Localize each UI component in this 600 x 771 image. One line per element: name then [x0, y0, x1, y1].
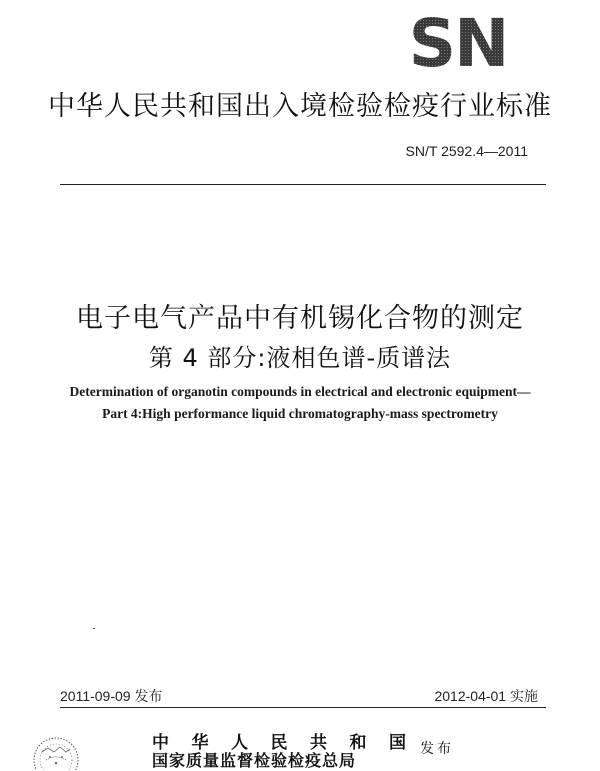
title-chinese-line2: 第 4 部分:液相色谱-质谱法 — [148, 344, 452, 372]
top-divider — [60, 184, 546, 185]
issue-date: 2011-09-09 发布 — [60, 688, 163, 704]
title-english-line1: Determination of organotin compounds in electrical and electronic equipment— — [69, 384, 531, 399]
issue-label: 发布 — [420, 741, 454, 757]
issuer-country-char: 国 — [389, 733, 406, 753]
standard-type-heading: 中华人民共和国出入境检验检疫行业标准 — [48, 91, 552, 122]
title-english-line2: Part 4:High performance liquid chromatography-mass spectrometry — [102, 406, 498, 421]
issuer-country-char: 共 — [310, 733, 327, 753]
issuer-country-char: 人 — [231, 733, 248, 753]
bottom-divider — [60, 707, 546, 708]
issuer-country-char: 中 — [152, 733, 169, 753]
sn-logo-text: SN — [408, 10, 508, 72]
issuer-country-char: 华 — [191, 733, 209, 753]
scan-speck — [93, 628, 95, 629]
issuer-country-char: 民 — [270, 733, 288, 753]
implementation-date: 2012-04-01 实施 — [434, 688, 538, 704]
issuer-country-char: 和 — [349, 733, 367, 753]
issuer-organization: 国家质量监督检验检疫总局 — [152, 751, 357, 770]
sn-logo-icon — [398, 10, 518, 72]
official-seal-icon — [28, 730, 84, 770]
standard-number: SN/T 2592.4—2011 — [405, 143, 528, 159]
title-chinese-line1: 电子电气产品中有机锡化合物的测定 — [76, 303, 524, 334]
